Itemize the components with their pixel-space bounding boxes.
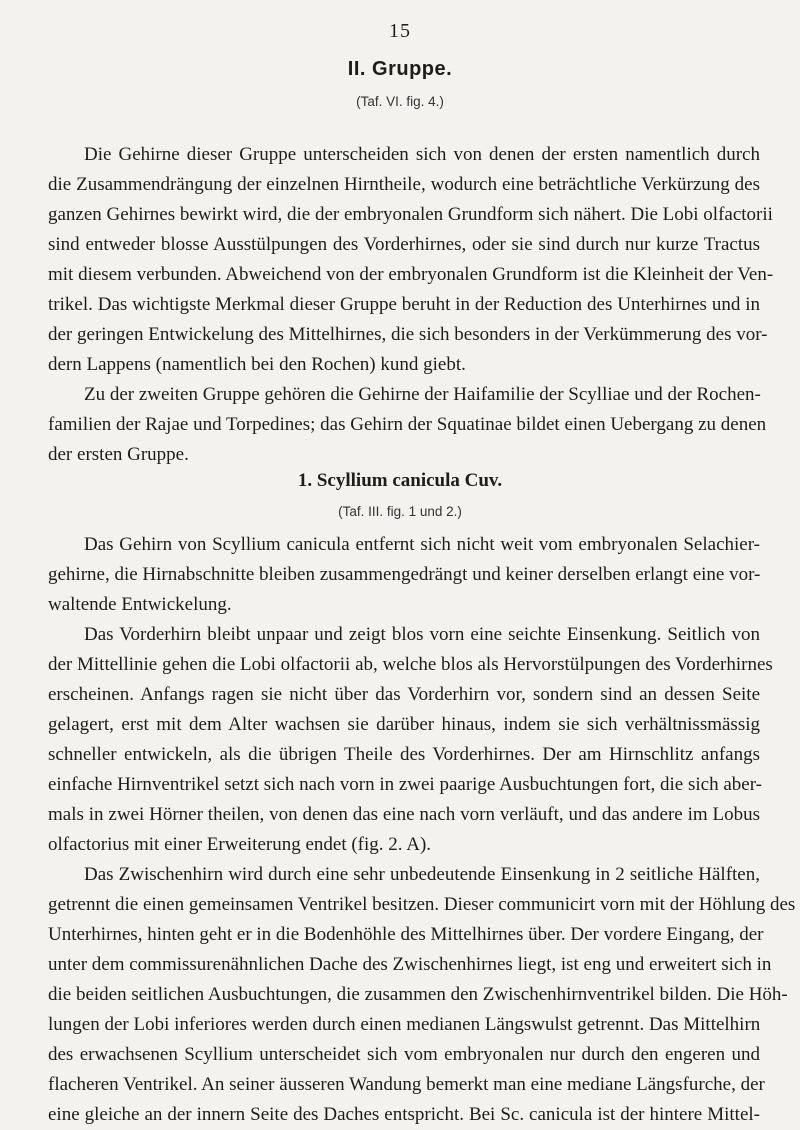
text-line: Zu der zweiten Gruppe gehören die Gehirne der Haifamilie der Scylliae und der Rochen- — [84, 384, 761, 405]
text-line: der geringen Entwickelung des Mittelhirnes, die sich besonders in der Verkümmerung des vor- — [48, 324, 768, 345]
text-line: olfactorius mit einer Erweiterung endet (fig. 2. A). — [48, 834, 432, 855]
text-line: mit diesem verbunden. Abweichend von der embryonalen Grundform ist die Kleinheit der Ven- — [48, 264, 774, 285]
text-line: erscheinen. Anfangs ragen sie nicht über das Vorderhirn vor, sondern sind an dessen Seite — [48, 684, 760, 705]
text-line: einfache Hirnventrikel setzt sich nach vorn in zwei paarige Ausbuchtungen fort, die sich aber- — [48, 774, 762, 795]
text-line: sind entweder blosse Ausstülpungen des Vorderhirnes, oder sie sind durch nur kurze Tractus — [48, 234, 760, 255]
text-line: dern Lappens (namentlich bei den Rochen) kund giebt. — [48, 354, 466, 375]
text-line: mals in zwei Hörner theilen, von denen das eine nach vorn verläuft, und das andere im Lobus — [48, 804, 760, 825]
text-line: die beiden seitlichen Ausbuchtungen, die zusammen den Zwischenhirnventrikel bilden. Die Höh- — [48, 984, 788, 1005]
text-line: schneller entwickeln, als die übrigen Theile des Vorderhirnes. Der am Hirnschlitz anfangs — [48, 744, 760, 765]
text-line: familien der Rajae und Torpedines; das Gehirn der Squatinae bildet einen Uebergang zu denen — [48, 414, 767, 435]
text-line: Das Vorderhirn bleibt unpaar und zeigt blos vorn eine seichte Einsenkung. Seitlich von — [84, 624, 760, 645]
text-line: ganzen Gehirnes bewirkt wird, die der embryonalen Grundform sich nähert. Die Lobi olfactorii — [48, 204, 773, 225]
text-line: eine gleiche an der innern Seite des Daches entspricht. Bei Sc. canicula ist der hintere Mittel- — [48, 1104, 760, 1125]
text-line: Unterhirnes, hinten geht er in die Bodenhöhle des Mittelhirnes über. Der vordere Eingang, der — [48, 924, 764, 945]
figure-reference: (Taf. III. fig. 1 und 2.) — [338, 504, 462, 519]
section-heading: II. Gruppe. — [347, 58, 453, 80]
text-line: die Zusammendrängung der einzelnen Hirntheile, wodurch eine beträchtliche Verkürzung des — [48, 174, 760, 195]
subsection-heading: 1. Scyllium canicula Cuv. — [297, 470, 503, 491]
text-line: der Mittellinie gehen die Lobi olfactorii ab, welche blos als Hervorstülpungen des Vorderhirnes — [48, 654, 773, 675]
text-line: unter dem commissurenähnlichen Dache des Zwischenhirnes liegt, ist eng und erweitert sich in — [48, 954, 772, 975]
text-line: flacheren Ventrikel. An seiner äusseren Wandung bemerkt man eine mediane Längsfurche, der — [48, 1074, 765, 1095]
text-line: getrennt die einen gemeinsamen Ventrikel besitzen. Dieser communicirt vorn mit der Höhlung des — [48, 894, 796, 915]
text-line: des erwachsenen Scyllium unterscheidet sich vom embryonalen nur durch den engeren und — [48, 1044, 760, 1065]
text-line: gelagert, erst mit dem Alter wachsen sie darüber hinaus, indem sie sich verhältnissmässig — [48, 714, 760, 735]
figure-reference: (Taf. VI. fig. 4.) — [356, 94, 444, 109]
text-line: lungen der Lobi inferiores werden durch einen medianen Längswulst getrennt. Das Mittelhirn — [48, 1014, 761, 1035]
text-line: Das Zwischenhirn wird durch eine sehr unbedeutende Einsenkung in 2 seitliche Hälften, — [84, 864, 760, 885]
text-line: der ersten Gruppe. — [48, 444, 189, 465]
page-number: 15 — [389, 20, 411, 42]
text-line: gehirne, die Hirnabschnitte bleiben zusammengedrängt und keiner derselben erlangt eine vor- — [48, 564, 761, 585]
text-line: Die Gehirne dieser Gruppe unterscheiden sich von denen der ersten namentlich durch — [84, 144, 760, 165]
text-line: Das Gehirn von Scyllium canicula entfernt sich nicht weit vom embryonalen Selachier- — [84, 534, 760, 555]
text-line: waltende Entwickelung. — [48, 594, 232, 615]
text-line: trikel. Das wichtigste Merkmal dieser Gruppe beruht in der Reduction des Unterhirnes und in — [48, 294, 760, 315]
